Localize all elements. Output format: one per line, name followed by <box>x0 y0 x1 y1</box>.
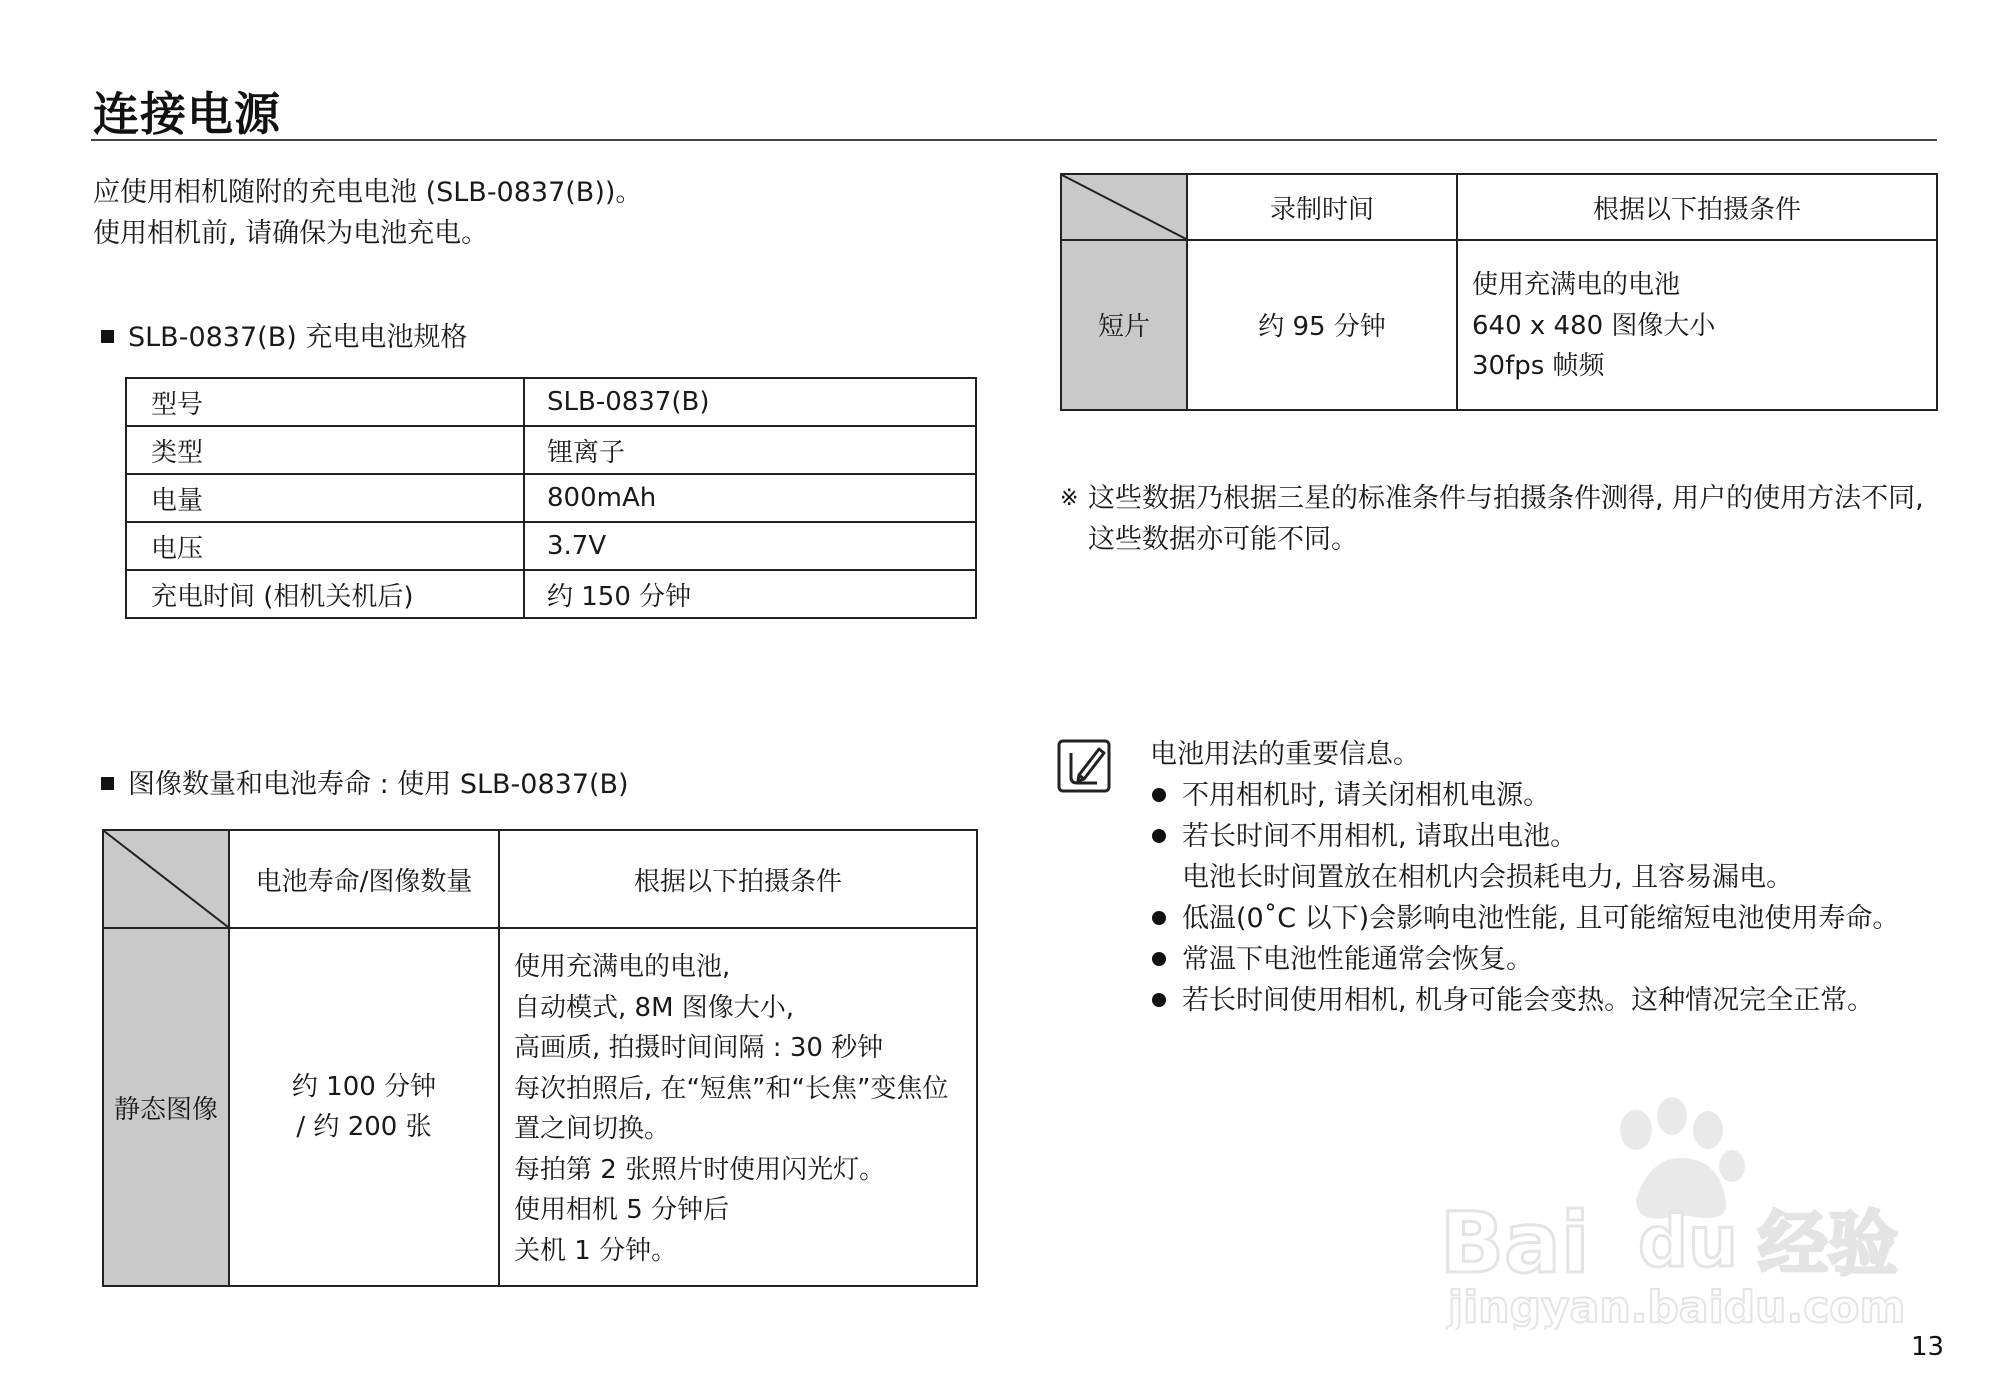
note-pencil-icon <box>1057 739 1113 795</box>
column-header-conditions: 根据以下拍摄条件 <box>1457 174 1937 240</box>
condition-line: 置之间切换。 <box>514 1114 671 1144</box>
intro-text <box>93 172 642 254</box>
life-heading-text: 图像数量和电池寿命 : 使用 SLB-0837(B) <box>128 769 629 800</box>
baidu-watermark <box>1440 1090 1910 1330</box>
square-bullet-icon <box>101 777 114 790</box>
bullet-dot-icon <box>1152 829 1166 843</box>
list-item <box>1150 980 1899 1021</box>
conditions-cell <box>1457 240 1937 410</box>
condition-line: 使用充满电的电池, <box>514 952 731 982</box>
watermark-brand: Bai <box>1440 1194 1590 1292</box>
spec-label: 电量 <box>126 474 524 522</box>
bullet-subtext: 电池长时间置放在相机内会损耗电力, 且容易漏电。 <box>1182 862 1794 893</box>
condition-line: 使用相机 5 分钟后 <box>514 1195 730 1225</box>
spec-heading-text: SLB-0837(B) 充电电池规格 <box>128 322 468 353</box>
battery-life-table <box>102 829 978 1287</box>
table-row <box>126 378 976 426</box>
recording-value: 约 95 分钟 <box>1187 240 1457 410</box>
condition-line: 每拍第 2 张照片时使用闪光灯。 <box>514 1154 886 1185</box>
bullet-text: 常温下电池性能通常会恢复。 <box>1182 944 1533 975</box>
footnote <box>1062 478 1924 560</box>
intro-line-1: 应使用相机随附的充电电池 (SLB-0837(B))。 <box>93 177 643 208</box>
row-header-still: 静态图像 <box>103 928 229 1286</box>
condition-line: 640 x 480 图像大小 <box>1472 310 1716 341</box>
battery-info <box>1150 734 1899 1021</box>
column-header-conditions: 根据以下拍摄条件 <box>499 830 977 928</box>
table-row <box>1061 240 1937 410</box>
spec-value: 800mAh <box>524 474 976 522</box>
list-item <box>1150 816 1899 857</box>
spec-label: 电压 <box>126 522 524 570</box>
row-header-movie: 短片 <box>1061 240 1187 410</box>
table-row <box>126 426 976 474</box>
watermark-brand-du: du <box>1638 1201 1738 1283</box>
table-row <box>126 522 976 570</box>
page-number: 13 <box>1911 1332 1945 1362</box>
bullet-text: 若长时间使用相机, 机身可能会变热。这种情况完全正常。 <box>1182 985 1875 1016</box>
watermark-brand-cn: 经验 <box>1758 1203 1898 1285</box>
spec-value: 锂离子 <box>524 426 976 474</box>
diagonal-line-icon <box>1062 175 1186 239</box>
intro-line-2: 使用相机前, 请确保为电池充电。 <box>93 218 489 249</box>
table-row <box>1061 174 1937 240</box>
table-row <box>126 474 976 522</box>
table-corner-cell <box>1061 174 1187 240</box>
spec-value: 3.7V <box>524 522 976 570</box>
table-row <box>126 570 976 618</box>
bullet-text: 若长时间不用相机, 请取出电池。 <box>1182 821 1578 852</box>
diagonal-line-icon <box>104 831 228 927</box>
condition-line: 关机 1 分钟。 <box>514 1235 678 1266</box>
condition-line: 自动模式, 8M 图像大小, <box>514 992 795 1023</box>
life-value-line: / 约 200 张 <box>296 1112 432 1142</box>
condition-line: 使用充满电的电池 <box>1472 270 1681 300</box>
spec-label: 充电时间 (相机关机后) <box>126 570 524 618</box>
list-item <box>1150 898 1899 939</box>
title-divider <box>91 139 1937 141</box>
spec-value: 约 150 分钟 <box>524 570 976 618</box>
watermark-url: jingyan.baidu.com <box>1448 1282 1906 1330</box>
condition-line: 高画质, 拍摄时间间隔 : 30 秒钟 <box>514 1033 884 1063</box>
footnote-line: 这些数据乃根据三星的标准条件与拍摄条件测得, 用户的使用方法不同, <box>1088 483 1924 514</box>
condition-line: 每次拍照后, 在“短焦”和“长焦”变焦位 <box>514 1073 949 1104</box>
spec-label: 类型 <box>126 426 524 474</box>
footnote-line: 这些数据亦可能不同。 <box>1088 524 1358 555</box>
bullet-text: 低温(0˚C 以下)会影响电池性能, 且可能缩短电池使用寿命。 <box>1182 903 1900 934</box>
info-heading: 电池用法的重要信息。 <box>1150 739 1420 770</box>
page-title: 连接电源 <box>93 87 281 141</box>
square-bullet-icon <box>101 330 114 343</box>
life-value-cell <box>229 928 499 1286</box>
table-row <box>103 928 977 1286</box>
conditions-cell <box>499 928 977 1286</box>
bullet-dot-icon <box>1152 788 1166 802</box>
table-row <box>103 830 977 928</box>
list-item <box>1150 775 1899 816</box>
spec-value: SLB-0837(B) <box>524 378 976 426</box>
column-header-recording: 录制时间 <box>1187 174 1457 240</box>
spec-table <box>125 377 977 619</box>
note-symbol: ※ <box>1060 486 1079 511</box>
life-value-line: 约 100 分钟 <box>291 1072 437 1102</box>
column-header-life: 电池寿命/图像数量 <box>229 830 499 928</box>
spec-label: 型号 <box>126 378 524 426</box>
list-item <box>1150 939 1899 980</box>
bullet-dot-icon <box>1152 911 1166 925</box>
movie-recording-table <box>1060 173 1938 411</box>
bullet-dot-icon <box>1152 993 1166 1007</box>
table-corner-cell <box>103 830 229 928</box>
spec-heading <box>101 317 467 358</box>
bullet-text: 不用相机时, 请关闭相机电源。 <box>1182 780 1551 811</box>
condition-line: 30fps 帧频 <box>1472 351 1605 381</box>
bullet-dot-icon <box>1152 952 1166 966</box>
life-heading <box>101 764 629 805</box>
